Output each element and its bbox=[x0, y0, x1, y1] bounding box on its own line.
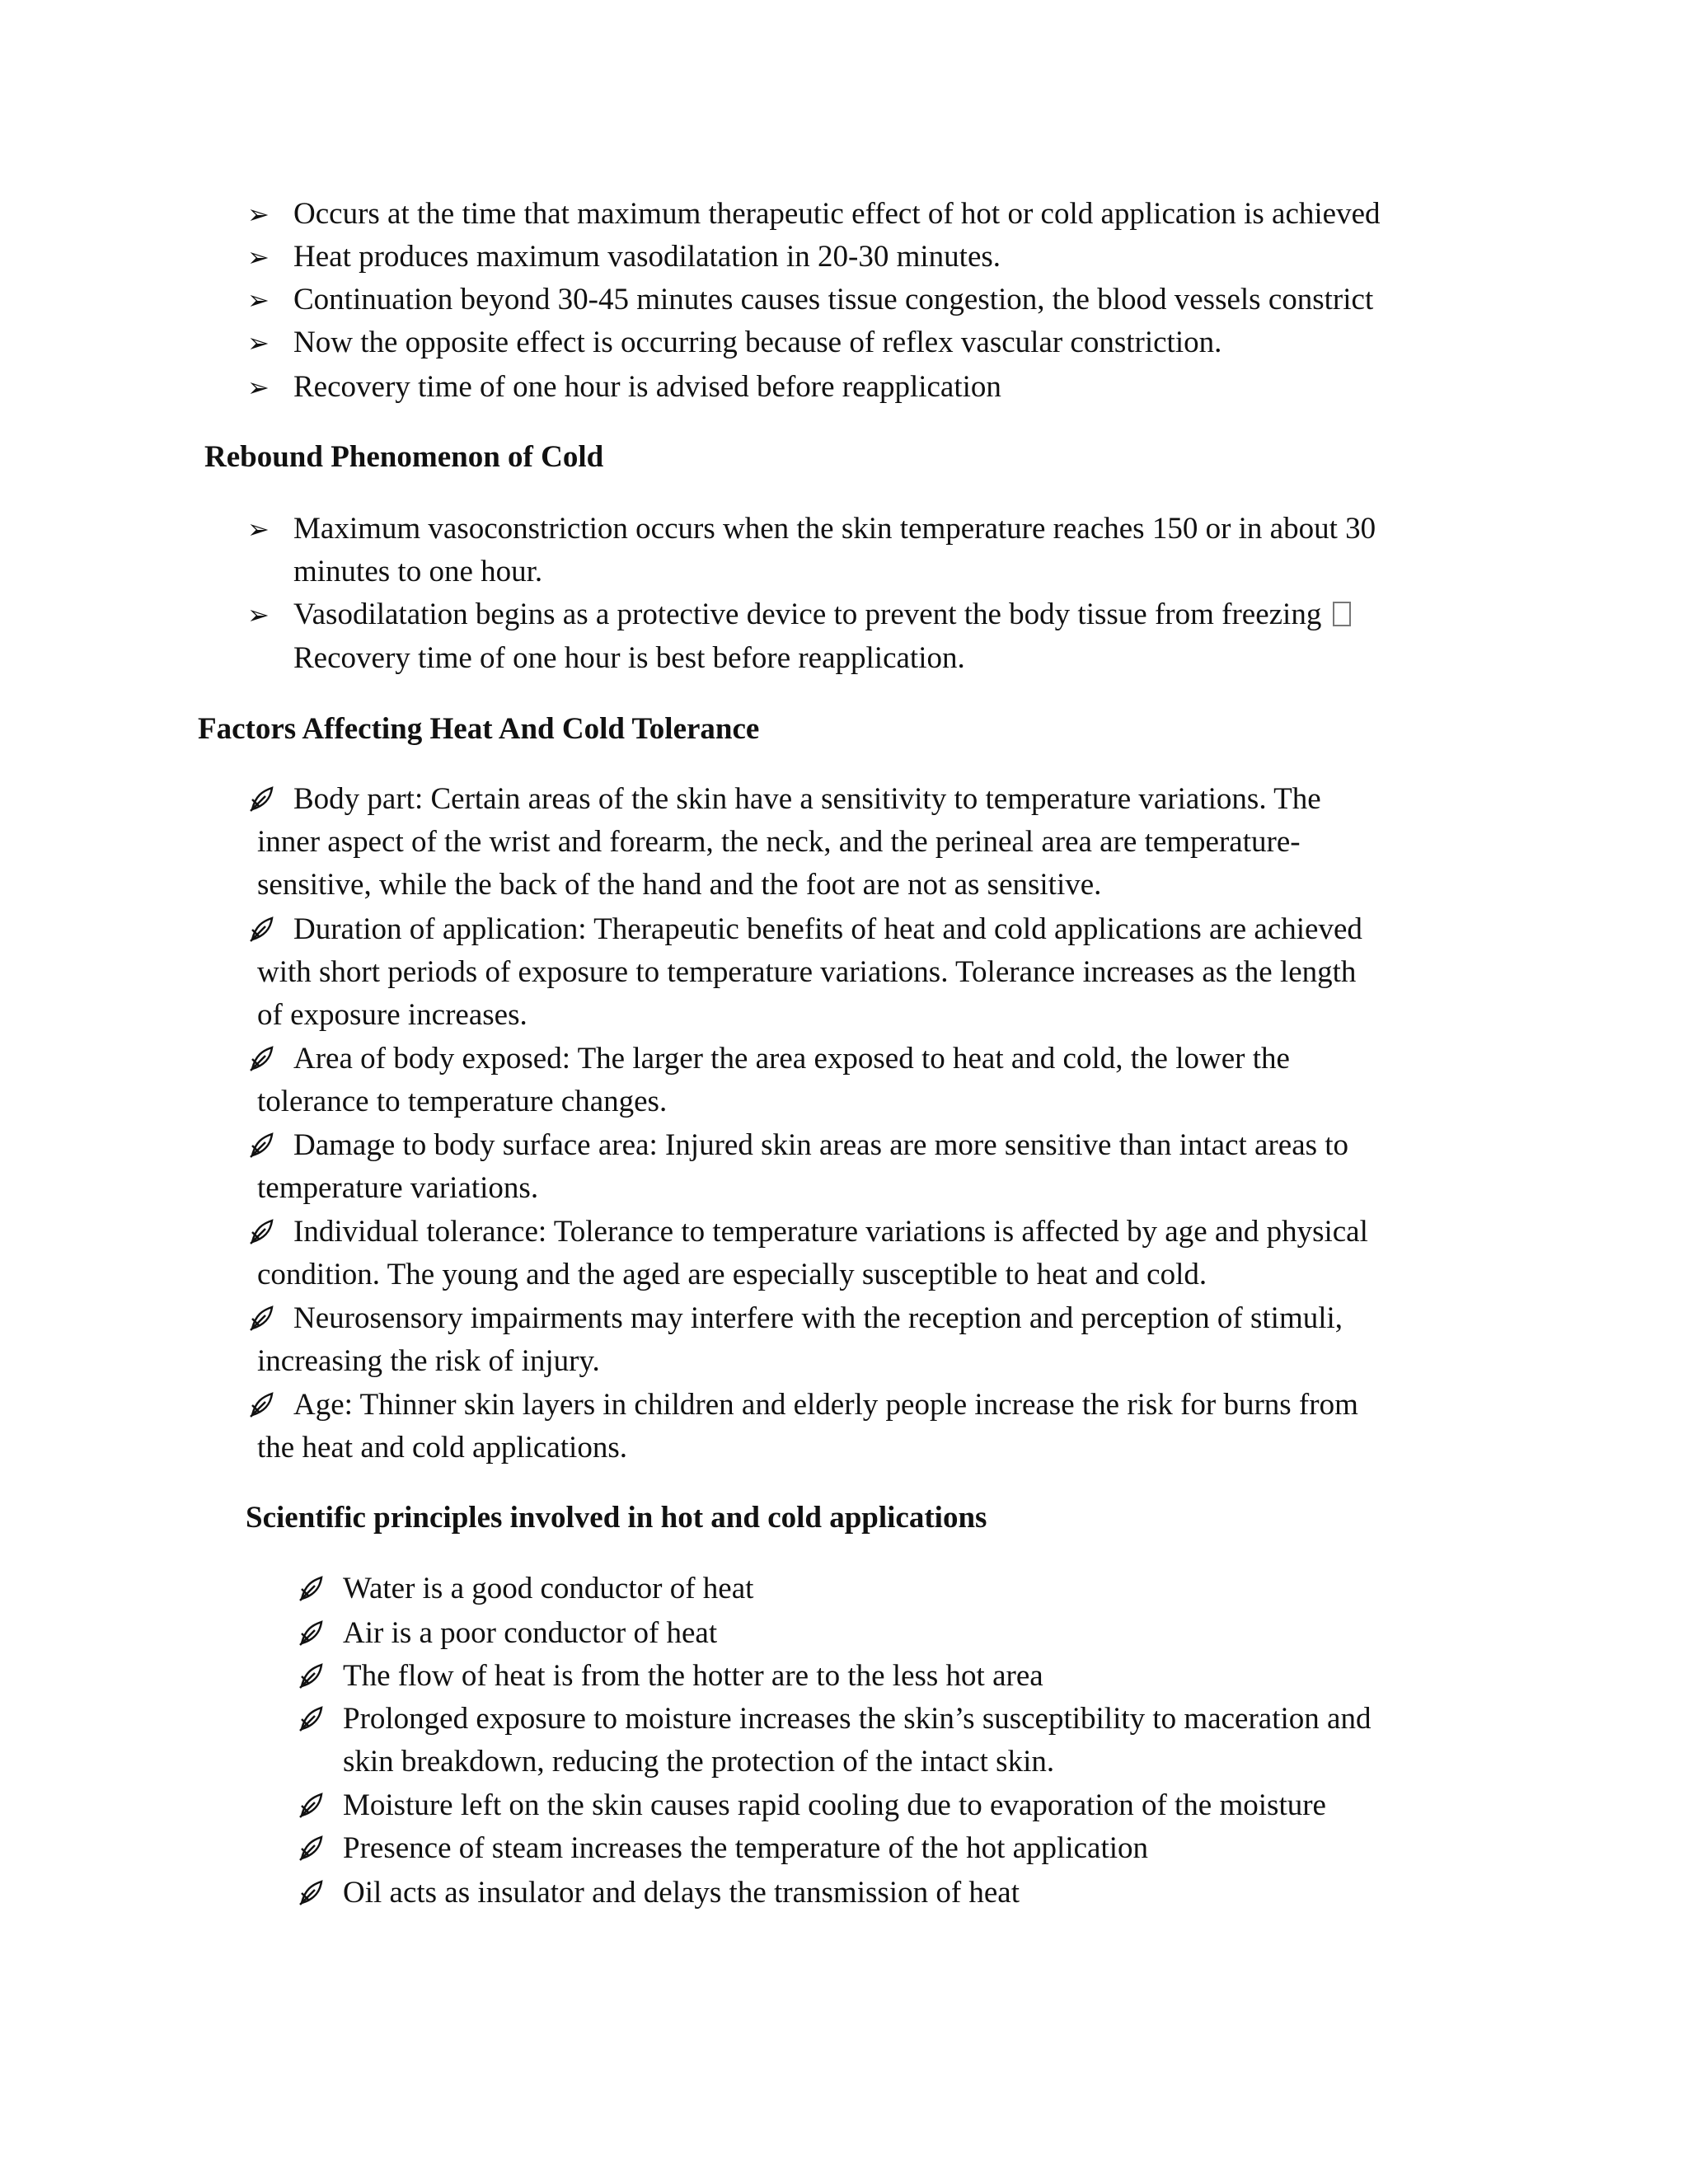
list-item: Oil acts as insulator and delays the transmission of heat bbox=[343, 1876, 1020, 1910]
leaf-bullet-icon bbox=[297, 1570, 325, 1608]
list-item: Area of body exposed: The larger the area exposed to heat and cold, the lower the bbox=[293, 1042, 1290, 1076]
arrowhead-bullet-icon: ➢ bbox=[247, 285, 270, 315]
list-item-continuation: inner aspect of the wrist and forearm, the neck, and the perineal area are temperature- bbox=[257, 825, 1301, 859]
list-item: Maximum vasoconstriction occurs when the skin temperature reaches 150 or in about 30 bbox=[293, 512, 1376, 546]
list-item-continuation: the heat and cold applications. bbox=[257, 1431, 627, 1465]
arrowhead-bullet-icon: ➢ bbox=[247, 242, 270, 272]
arrowhead-bullet-icon: ➢ bbox=[247, 373, 270, 402]
leaf-bullet-icon bbox=[297, 1874, 325, 1912]
list-item: Neurosensory impairments may interfere with the reception and perception of stimuli, bbox=[293, 1301, 1343, 1335]
arrowhead-bullet-icon: ➢ bbox=[247, 199, 270, 229]
list-item-continuation: skin breakdown, reducing the protection of the intact skin. bbox=[343, 1745, 1055, 1779]
list-item: Air is a poor conductor of heat bbox=[343, 1616, 718, 1650]
leaf-bullet-icon bbox=[247, 1127, 275, 1165]
list-item bbox=[293, 596, 1351, 634]
list-item: Presence of steam increases the temperature of the hot application bbox=[343, 1831, 1149, 1865]
list-item: Individual tolerance: Tolerance to temperature variations is affected by age and physical bbox=[293, 1215, 1368, 1249]
list-item-continuation: of exposure increases. bbox=[257, 998, 528, 1032]
list-item: Continuation beyond 30-45 minutes causes tissue congestion, the blood vessels constrict bbox=[293, 283, 1374, 316]
list-item-continuation: tolerance to temperature changes. bbox=[257, 1085, 668, 1118]
missing-glyph-box-icon bbox=[1333, 602, 1351, 626]
leaf-bullet-icon bbox=[297, 1700, 325, 1738]
arrowhead-bullet-icon: ➢ bbox=[247, 600, 270, 630]
leaf-bullet-icon bbox=[247, 1213, 275, 1251]
list-item-continuation: Recovery time of one hour is best before reapplication. bbox=[293, 641, 965, 675]
list-item: Moisture left on the skin causes rapid cooling due to evaporation of the moisture bbox=[343, 1788, 1326, 1822]
list-item-continuation: condition. The young and the aged are especially susceptible to heat and cold. bbox=[257, 1258, 1207, 1291]
list-item: Prolonged exposure to moisture increases the skin’s susceptibility to maceration and bbox=[343, 1702, 1372, 1736]
leaf-bullet-icon bbox=[297, 1657, 325, 1695]
list-item: Age: Thinner skin layers in children and elderly people increase the risk for burns from bbox=[293, 1388, 1358, 1422]
list-item-text: Vasodilatation begins as a protective device to prevent the body tissue from freezing bbox=[293, 598, 1322, 631]
list-item-continuation: temperature variations. bbox=[257, 1171, 539, 1205]
list-item: Duration of application: Therapeutic benefits of heat and cold applications are achieved bbox=[293, 912, 1362, 946]
leaf-bullet-icon bbox=[247, 1386, 275, 1424]
list-item: Water is a good conductor of heat bbox=[343, 1572, 754, 1605]
section-heading: Scientific principles involved in hot and cold applications bbox=[246, 1501, 987, 1535]
section-heading: Factors Affecting Heat And Cold Tolerance bbox=[198, 712, 760, 746]
list-item-continuation: increasing the risk of injury. bbox=[257, 1344, 600, 1378]
list-item-continuation: minutes to one hour. bbox=[293, 555, 543, 588]
list-item: The flow of heat is from the hotter are to the less hot area bbox=[343, 1659, 1043, 1693]
list-item: Now the opposite effect is occurring because of reflex vascular constriction. bbox=[293, 326, 1222, 359]
list-item: Body part: Certain areas of the skin have a sensitivity to temperature variations. The bbox=[293, 782, 1321, 816]
list-item: Occurs at the time that maximum therapeutic effect of hot or cold application is achieved bbox=[293, 197, 1381, 231]
leaf-bullet-icon bbox=[297, 1787, 325, 1825]
arrowhead-bullet-icon: ➢ bbox=[247, 514, 270, 544]
leaf-bullet-icon bbox=[247, 780, 275, 818]
arrowhead-bullet-icon: ➢ bbox=[247, 328, 270, 358]
list-item-continuation: sensitive, while the back of the hand and the foot are not as sensitive. bbox=[257, 868, 1102, 902]
leaf-bullet-icon bbox=[297, 1615, 325, 1652]
list-item-continuation: with short periods of exposure to temperature variations. Tolerance increases as the length bbox=[257, 955, 1357, 989]
section-heading: Rebound Phenomenon of Cold bbox=[204, 440, 604, 474]
leaf-bullet-icon bbox=[247, 911, 275, 949]
list-item: Damage to body surface area: Injured skin areas are more sensitive than intact areas to bbox=[293, 1128, 1349, 1162]
list-item: Recovery time of one hour is advised before reapplication bbox=[293, 370, 1001, 404]
leaf-bullet-icon bbox=[247, 1040, 275, 1078]
list-item: Heat produces maximum vasodilatation in 20-30 minutes. bbox=[293, 240, 1001, 274]
leaf-bullet-icon bbox=[247, 1300, 275, 1338]
leaf-bullet-icon bbox=[297, 1830, 325, 1868]
